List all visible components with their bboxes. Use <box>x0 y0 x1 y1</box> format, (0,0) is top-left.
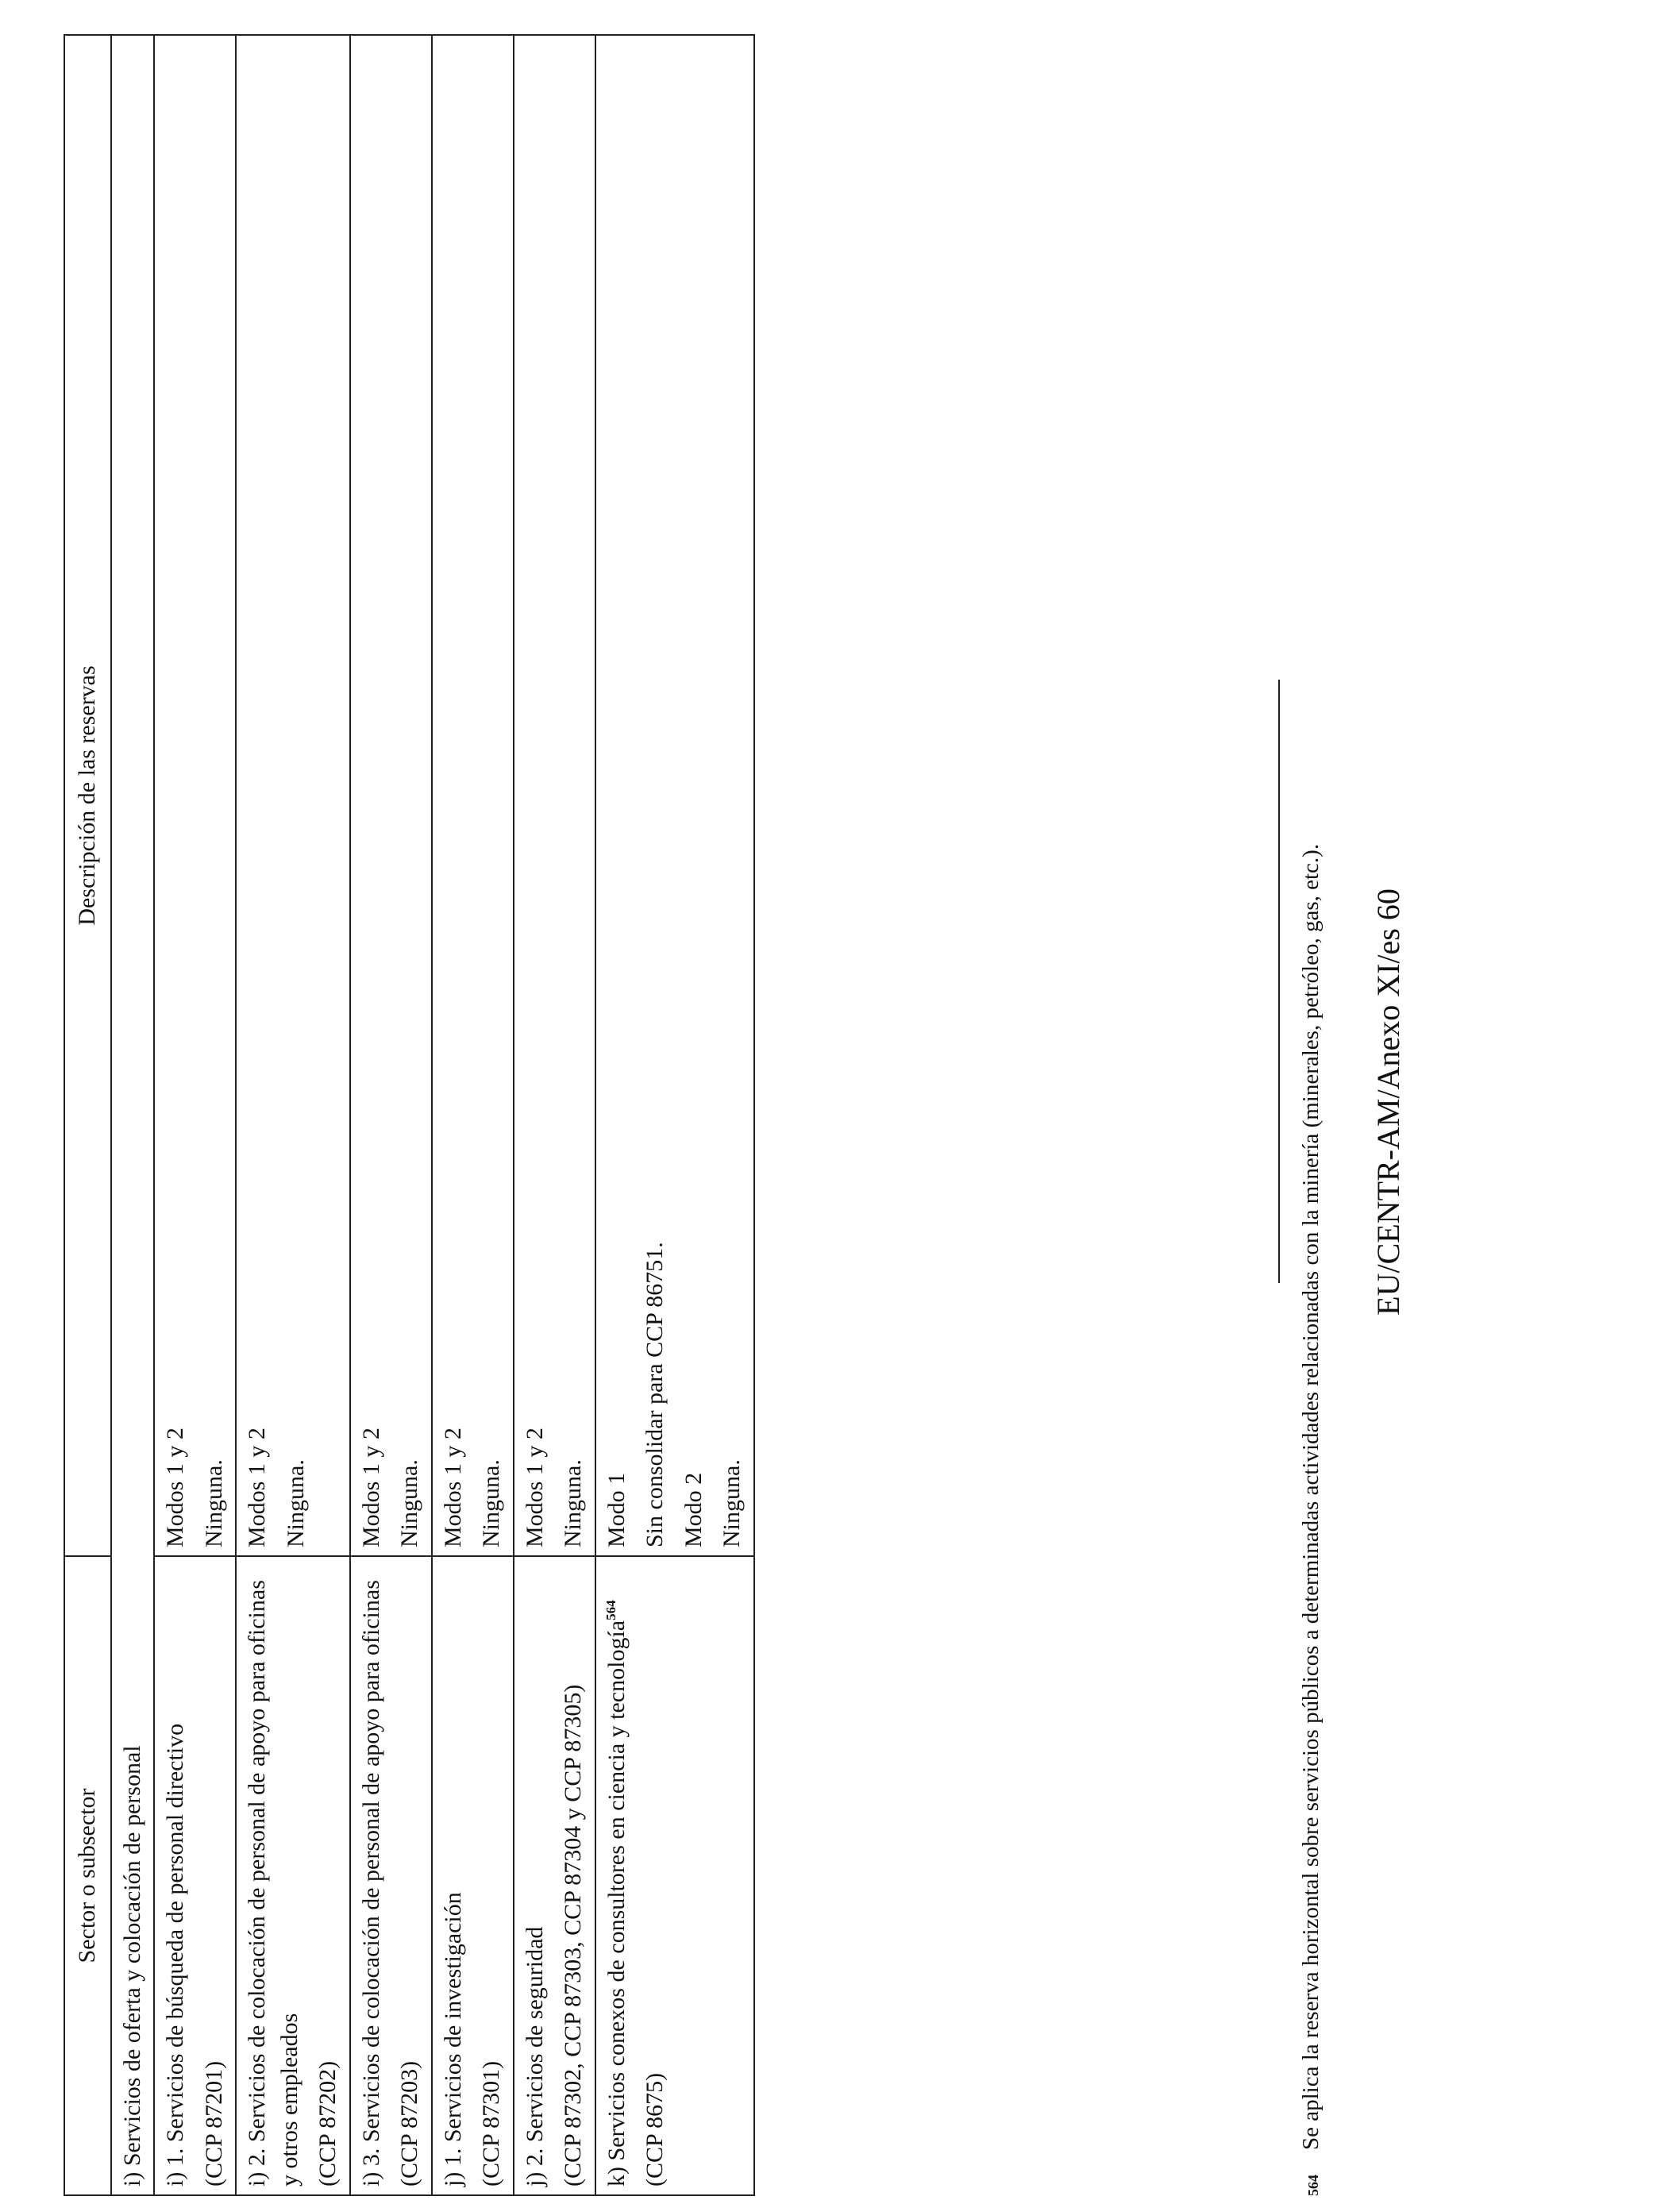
description-cell <box>154 35 236 1556</box>
description-line: Ninguna. <box>282 1459 309 1547</box>
section-heading-row <box>111 35 155 2195</box>
sector-name: i) 1. Servicios de búsqueda de personal directivo <box>162 1723 188 2187</box>
sector-code: (CCP 87202) <box>314 2060 341 2187</box>
table-row <box>236 35 350 2195</box>
sector-cell <box>154 1556 236 2195</box>
sector-name: j) 1. Servicios de investigación <box>439 1892 466 2187</box>
description-line: Modos 1 y 2 <box>521 1428 548 1547</box>
description-line: Modos 1 y 2 <box>244 1428 270 1547</box>
footnote <box>1298 52 1324 2196</box>
table-row <box>514 35 595 2195</box>
sector-name: i) 2. Servicios de colocación de personal de apoyo para oficinas y otros empleados <box>244 1580 302 2187</box>
description-line: Ninguna. <box>719 1459 745 1547</box>
sector-code: (CCP 87201) <box>200 2060 227 2187</box>
table-row <box>432 35 514 2195</box>
sector-cell <box>595 1556 754 2195</box>
description-line: Modo 2 <box>680 1472 707 1547</box>
description-line: Modos 1 y 2 <box>439 1428 466 1547</box>
sector-cell <box>432 1556 514 2195</box>
footnote-divider <box>1278 680 1280 1283</box>
sector-cell <box>236 1556 350 2195</box>
sector-code: (CCP 87302, CCP 87303, CCP 87304 y CCP 87305) <box>560 1684 586 2187</box>
table-row <box>595 35 754 2195</box>
header-description: Descripción de las reservas <box>64 35 111 1556</box>
description-line: Modos 1 y 2 <box>162 1428 188 1547</box>
sector-code: (CCP 87301) <box>478 2060 504 2187</box>
table-header-row <box>64 35 111 2195</box>
description-cell <box>595 35 754 1556</box>
description-line: Ninguna. <box>396 1459 422 1547</box>
sector-code: (CCP 8675) <box>642 2072 668 2187</box>
section-heading: i) Servicios de oferta y colocación de personal <box>111 35 155 2195</box>
sector-name: j) 2. Servicios de seguridad <box>521 1926 548 2187</box>
description-line: Sin consolidar para CCP 86751. <box>642 1242 668 1547</box>
description-line: Ninguna. <box>560 1459 586 1547</box>
sector-cell <box>350 1556 432 2195</box>
description-line: Modos 1 y 2 <box>357 1428 384 1547</box>
footnote-text: Se aplica la reserva horizontal sobre servicios públicos a determinadas actividades relacionadas con la minería (minerales, petróleo, gas, etc.). <box>1298 843 1324 2150</box>
sector-name <box>601 1565 634 2187</box>
sector-name: i) 3. Servicios de colocación de personal de apoyo para oficinas <box>357 1580 384 2187</box>
description-cell <box>432 35 514 1556</box>
footnote-reference: 564 <box>603 1600 618 1620</box>
reservations-table <box>64 34 755 2196</box>
sector-code: (CCP 87203) <box>396 2060 422 2187</box>
description-line: Modo 1 <box>603 1472 630 1547</box>
sector-cell <box>514 1556 595 2195</box>
description-line: Ninguna. <box>478 1459 504 1547</box>
description-line: Ninguna. <box>200 1459 227 1547</box>
header-sector: Sector o subsector <box>64 1556 111 2195</box>
description-cell <box>236 35 350 1556</box>
description-cell <box>350 35 432 1556</box>
table-row <box>350 35 432 2195</box>
sector-name-text: k) Servicios conexos de consultores en ciencia y tecnología <box>603 1620 630 2187</box>
table-row <box>154 35 236 2195</box>
footnote-number: 564 <box>1305 2175 1321 2196</box>
description-cell <box>514 35 595 1556</box>
document-reference: EU/CENTR-AM/Anexo XI/es 60 <box>1370 888 1406 1316</box>
